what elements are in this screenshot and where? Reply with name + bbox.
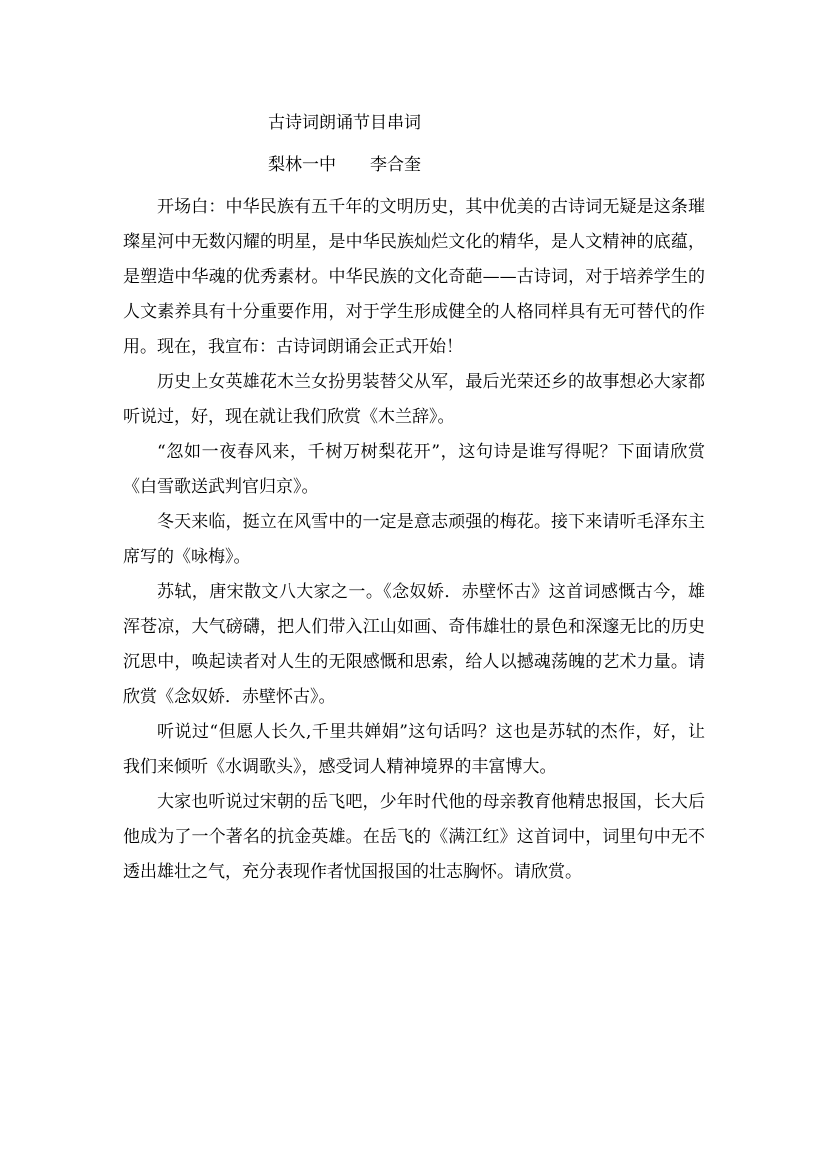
paragraph-opening: 开场白：中华民族有五千年的文明历史，其中优美的古诗词无疑是这条璀璨星河中无数闪耀的明星，是中华民族灿烂文化的精华，是人文精神的底蕴，是塑造中华魂的优秀素材。中华民族的文化奇葩——古诗词，对于培养学生的人文素养具有十分重要作用，对于学生形成健全的人格同样具有无可替代的作用。现在，我宣布：古诗词朗诵会正式开始！ (123, 197, 705, 357)
author-name: 李合奎 (370, 155, 421, 175)
byline (268, 154, 421, 176)
paragraph-manjianghong: 大家也听说过宋朝的岳飞吧，少年时代他的母亲教育他精忠报国，长大后他成为了一个著名的抗金英雄。在岳飞的《满江红》这首词中，词里句中无不透出雄壮之气，充分表现作者忧国报国的壮志胸怀。请欣赏。 (123, 792, 705, 882)
paragraph-shuidiaogetou: 听说过“但愿人长久,千里共婵娟”这句话吗？这也是苏轼的杰作，好，让我们来倾听《水调歌头》，感受词人精神境界的丰富博大。 (123, 722, 705, 777)
paragraph-baixuege: “忽如一夜春风来，千树万树梨花开”，这句诗是谁写得呢？下面请欣赏《白雪歌送武判官归京》。 (123, 442, 705, 497)
school-name: 梨林一中 (268, 155, 336, 175)
document-title: 古诗词朗诵节目串词 (268, 113, 421, 133)
document-body (123, 190, 705, 890)
paragraph-yongmei: 冬天来临，挺立在风雪中的一定是意志顽强的梅花。接下来请听毛泽东主席写的《咏梅》。 (123, 512, 705, 567)
paragraph-niannujiao: 苏轼，唐宋散文八大家之一。《念奴娇．赤壁怀古》这首词感慨古今，雄浑苍凉，大气磅礴，把人们带入江山如画、奇伟雄壮的景色和深邃无比的历史沉思中，唤起读者对人生的无限感慨和思索，给人以撼魂荡魄的艺术力量。请欣赏《念奴娇．赤壁怀古》。 (123, 582, 705, 707)
paragraph-mulan: 历史上女英雄花木兰女扮男装替父从军，最后光荣还乡的故事想必大家都听说过，好，现在就让我们欣赏《木兰辞》。 (123, 372, 705, 427)
